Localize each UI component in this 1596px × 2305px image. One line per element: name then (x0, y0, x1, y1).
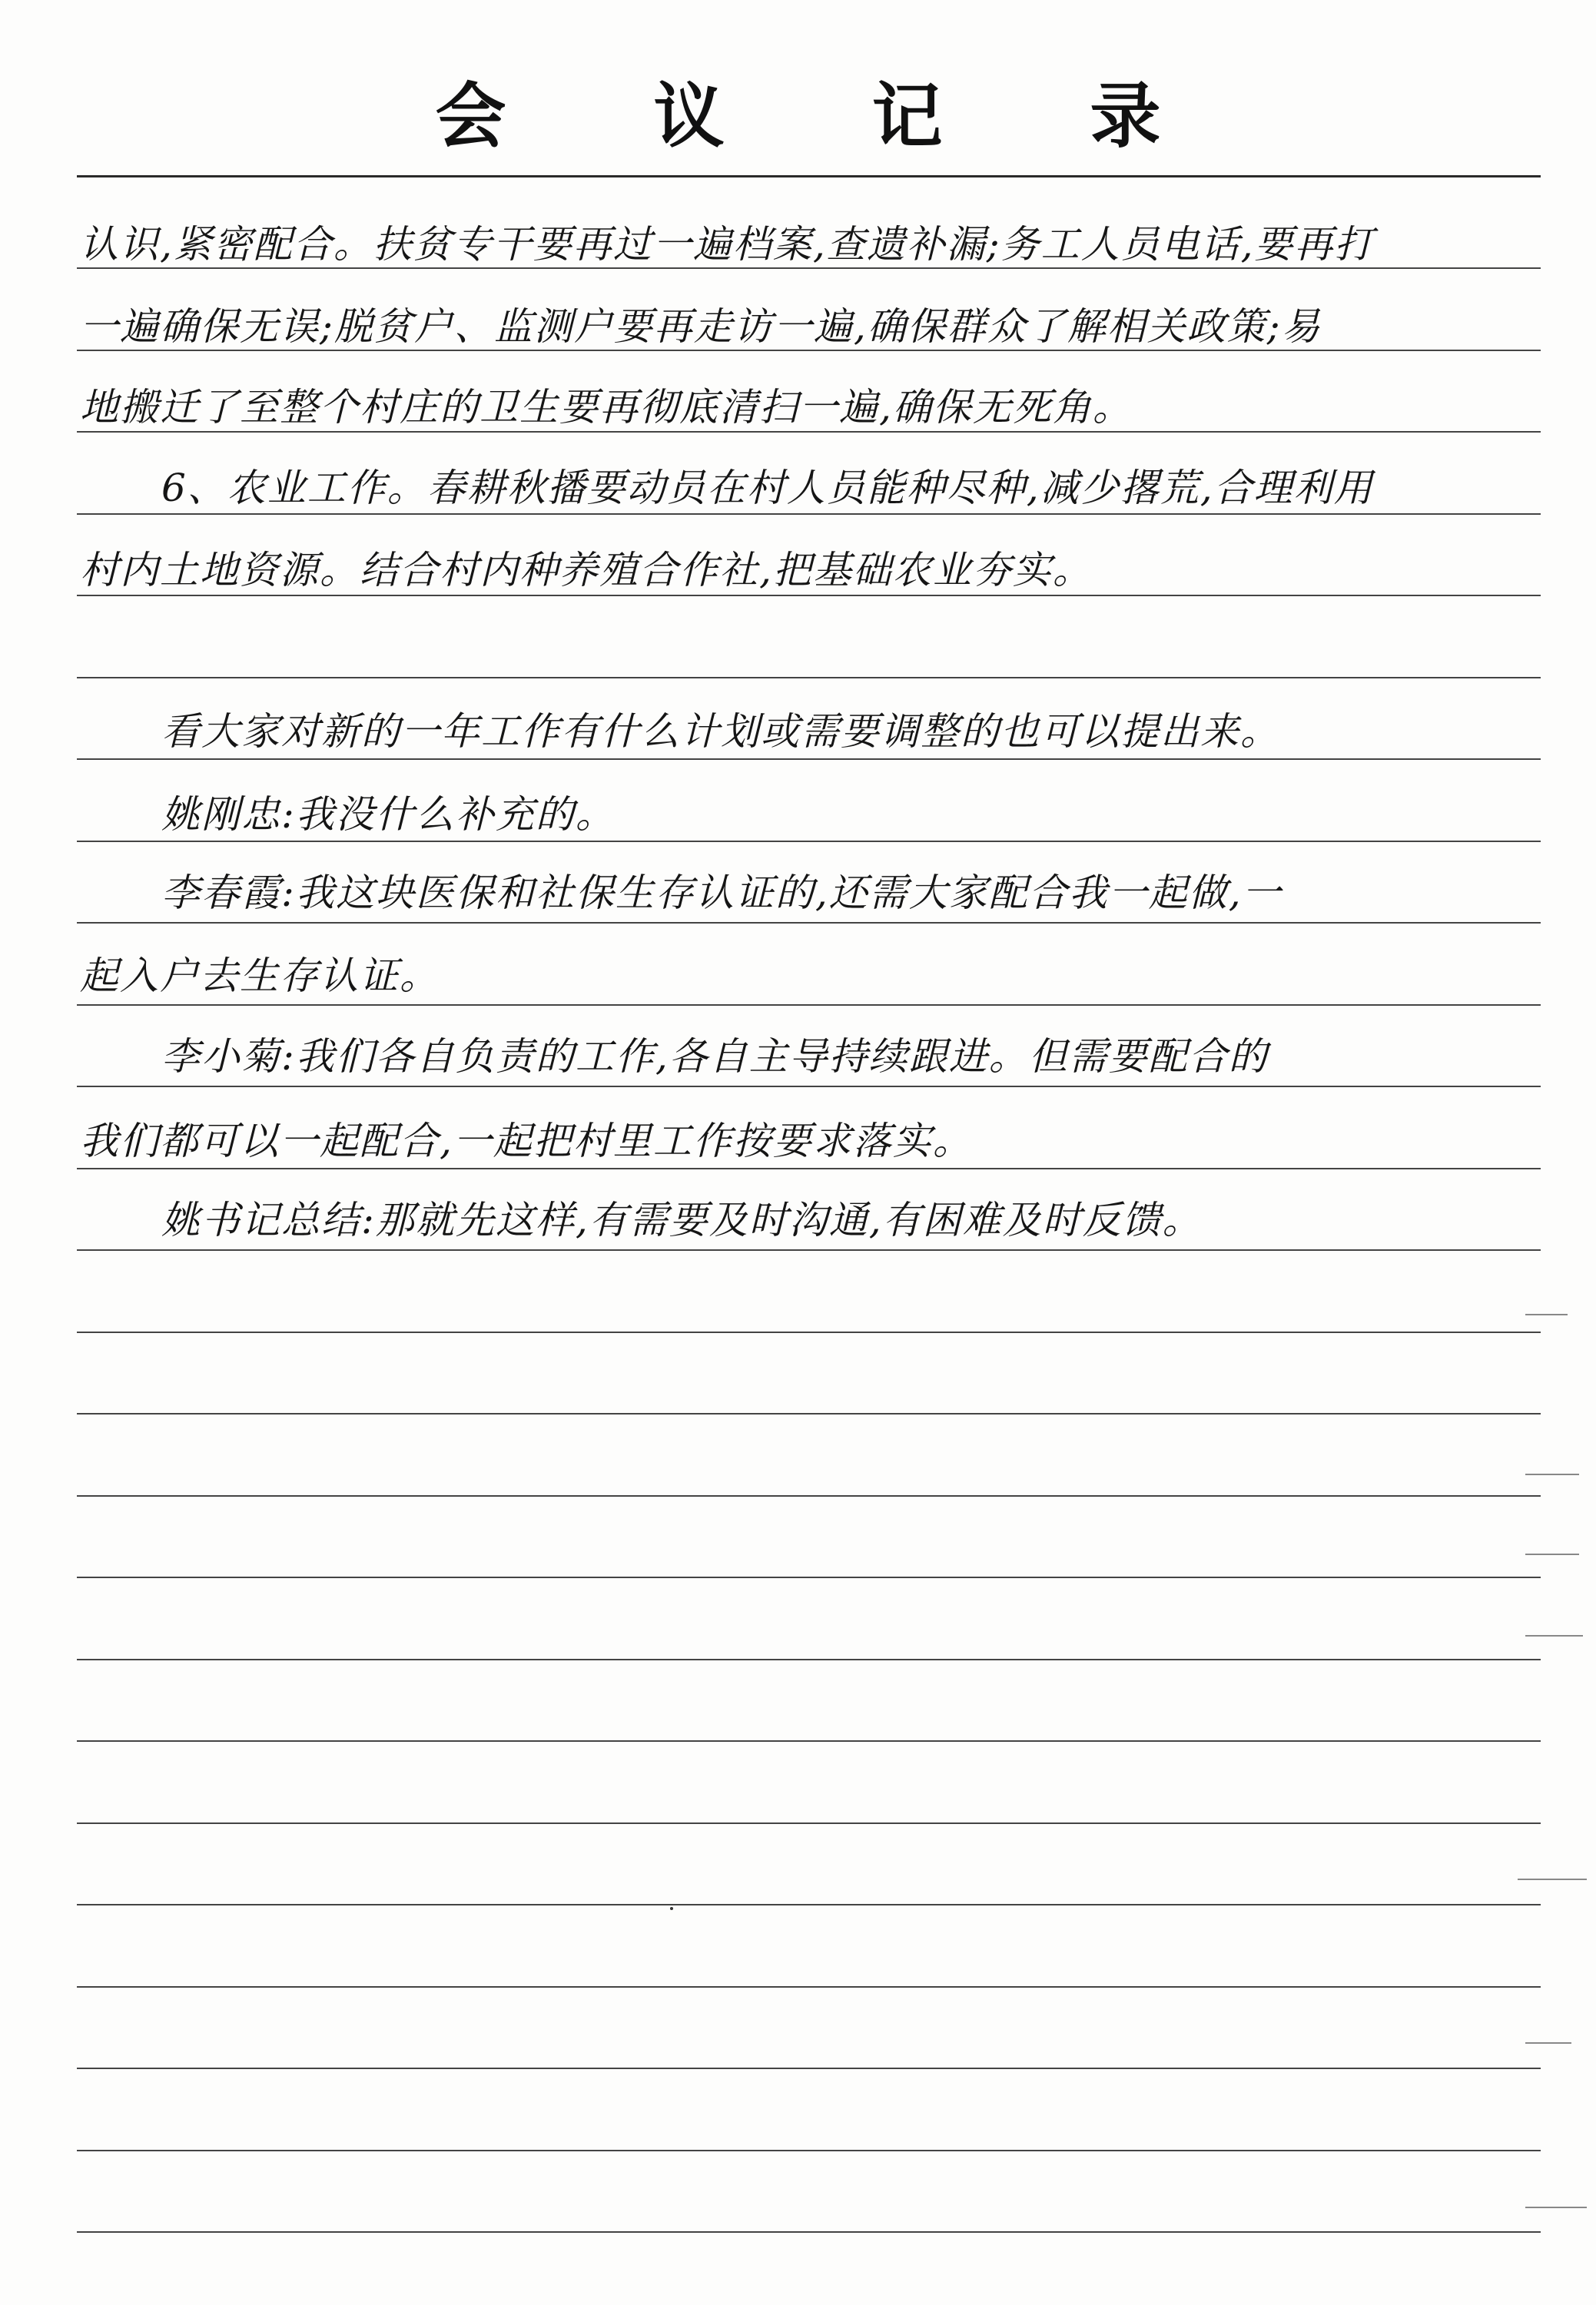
ruled-line (77, 1659, 1541, 1660)
text-line: 姚书记总结:那就先这样,有需要及时沟通,有困难及时反馈。 (161, 1198, 1203, 1242)
ruled-line (77, 1004, 1541, 1006)
text-line: 6、农业工作。春耕秋播要动员在村人员能种尽种,减少撂荒,合理利用 (161, 466, 1374, 510)
ruled-line (77, 1822, 1541, 1824)
text-line: 地搬迁了至整个村庄的卫生要再彻底清扫一遍,确保无死角。 (80, 385, 1133, 429)
ruled-line (77, 758, 1541, 760)
ruled-line (77, 1168, 1541, 1169)
ruled-line (77, 1577, 1541, 1578)
ruled-line (77, 1413, 1541, 1415)
text-line: 李春霞:我这块医保和社保生存认证的,还需大家配合我一起做,一 (161, 871, 1282, 915)
text-line: 村内土地资源。结合村内种养殖合作社,把基础农业夯实。 (80, 548, 1093, 592)
ruled-line (77, 1986, 1541, 1988)
ruled-line (77, 1495, 1541, 1497)
ruled-line (77, 1249, 1541, 1251)
ruled-line (77, 1904, 1541, 1905)
ruled-line (77, 1086, 1541, 1087)
ruled-line (77, 2231, 1541, 2233)
ruled-line (77, 595, 1541, 596)
margin-mark (1525, 2042, 1571, 2044)
page-title: 会 议 记 录 (435, 75, 1223, 158)
margin-mark (1525, 2207, 1587, 2208)
ruled-line (77, 267, 1541, 269)
ruled-line (77, 1740, 1541, 1742)
ruled-line (77, 431, 1541, 433)
text-line: 看大家对新的一年工作有什么计划或需要调整的也可以提出来。 (161, 709, 1280, 754)
margin-mark (1518, 1879, 1587, 1880)
ruled-line (77, 841, 1541, 842)
text-line: 认识,紧密配合。扶贫专干要再过一遍档案,查遗补漏;务工人员电话,要再打 (80, 222, 1375, 267)
text-line: 李小菊:我们各自负责的工作,各自主导持续跟进。但需要配合的 (161, 1034, 1269, 1079)
ruled-line (77, 2068, 1541, 2069)
margin-mark (1525, 1314, 1568, 1315)
ruled-line (77, 2150, 1541, 2151)
text-line: 起入户去生存认证。 (80, 954, 440, 998)
ruled-line (77, 1332, 1541, 1333)
ink-dot (670, 1907, 673, 1910)
ruled-line (77, 350, 1541, 351)
text-line: 姚刚忠:我没什么补充的。 (161, 792, 616, 837)
ruled-line (77, 513, 1541, 515)
text-line: 一遍确保无误;脱贫户、监测户要再走访一遍,确保群众了解相关政策;易 (80, 304, 1322, 349)
ruled-line (77, 922, 1541, 924)
margin-mark (1525, 1635, 1583, 1637)
margin-mark (1525, 1474, 1579, 1475)
ruled-line (77, 677, 1541, 678)
text-line: 我们都可以一起配合,一起把村里工作按要求落实。 (80, 1119, 973, 1163)
margin-mark (1525, 1554, 1579, 1555)
